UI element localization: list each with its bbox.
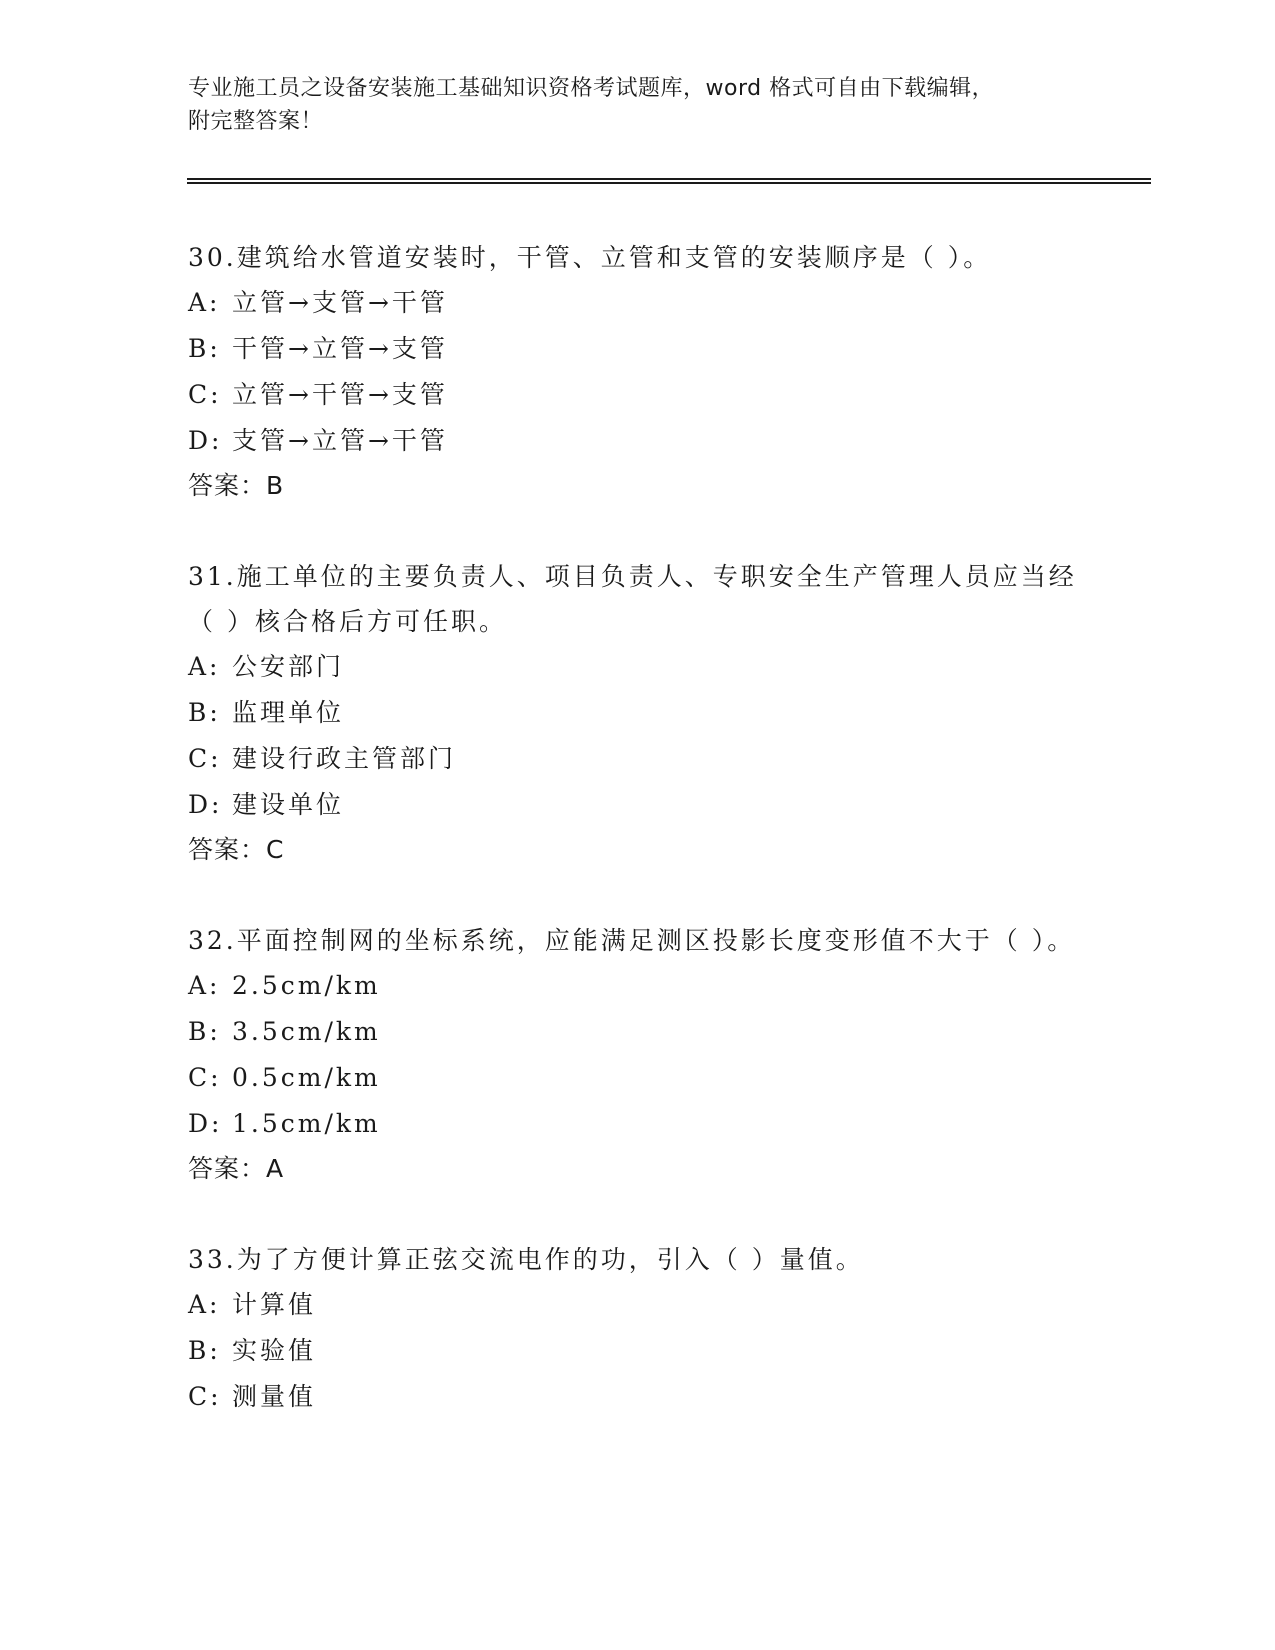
option-text: 监理单位: [232, 698, 345, 727]
option-text: 1.5cm/km: [232, 1109, 381, 1138]
question-number: 33.: [188, 1245, 237, 1274]
option-text: 建设单位: [232, 790, 345, 819]
option-text: 公安部门: [232, 652, 345, 681]
option-text: 立管→支管→干管: [232, 288, 448, 317]
answer-line: [188, 1147, 1088, 1191]
option-letter: D:: [188, 790, 223, 819]
option-text: 0.5cm/km: [232, 1063, 381, 1092]
answer-label: 答案：: [188, 1154, 267, 1183]
answer-value: B: [266, 471, 285, 500]
option-c: [188, 372, 1088, 418]
option-text: 实验值: [232, 1336, 317, 1365]
option-c: [188, 1055, 1088, 1101]
answer-line: [188, 828, 1088, 872]
answer-label: 答案：: [188, 471, 267, 500]
document-header: [188, 72, 1068, 138]
question-number: 32.: [188, 926, 237, 955]
option-text: 干管→立管→支管: [232, 334, 448, 363]
option-text: 测量值: [232, 1382, 317, 1411]
question-list: [188, 235, 1088, 1466]
option-a: [188, 1282, 1088, 1328]
header-line-1: 专业施工员之设备安装施工基础知识资格考试题库，word 格式可自由下载编辑，: [188, 76, 995, 101]
option-a: [188, 963, 1088, 1009]
answer-value: A: [266, 1154, 285, 1183]
option-letter: B:: [188, 1336, 221, 1365]
option-b: [188, 1009, 1088, 1055]
header-divider-bottom: [187, 182, 1151, 184]
option-a: [188, 644, 1088, 690]
question-text: [188, 554, 1088, 644]
question-text: [188, 235, 1088, 280]
option-b: [188, 690, 1088, 736]
option-text: 2.5cm/km: [232, 971, 381, 1000]
option-text: 计算值: [232, 1290, 317, 1319]
option-text: 支管→立管→干管: [232, 426, 448, 455]
option-a: [188, 280, 1088, 326]
option-letter: C:: [188, 380, 222, 409]
option-d: [188, 782, 1088, 828]
question-32: [188, 918, 1088, 1191]
option-text: 建设行政主管部门: [232, 744, 457, 773]
header-divider-top: [187, 178, 1151, 180]
option-letter: A:: [188, 971, 221, 1000]
answer-line: [188, 464, 1088, 508]
option-letter: C:: [188, 1382, 222, 1411]
option-letter: D:: [188, 426, 223, 455]
option-letter: C:: [188, 1063, 222, 1092]
option-letter: B:: [188, 698, 221, 727]
question-31: [188, 554, 1088, 872]
question-stem: 施工单位的主要负责人、项目负责人、专职安全生产管理人员应当经（ ）核合格后方可任职。: [188, 562, 1077, 636]
question-stem: 建筑给水管道安装时，干管、立管和支管的安装顺序是（ ）。: [236, 243, 992, 272]
option-letter: A:: [188, 288, 221, 317]
option-letter: B:: [188, 1017, 221, 1046]
option-letter: A:: [188, 652, 221, 681]
question-number: 30.: [188, 243, 237, 272]
option-letter: B:: [188, 334, 221, 363]
option-c: [188, 1374, 1088, 1420]
option-letter: D:: [188, 1109, 223, 1138]
option-text: 立管→干管→支管: [232, 380, 448, 409]
question-33: [188, 1237, 1088, 1420]
question-stem: 为了方便计算正弦交流电作的功，引入（ ）量值。: [236, 1245, 864, 1274]
option-letter: A:: [188, 1290, 221, 1319]
option-letter: C:: [188, 744, 222, 773]
question-stem: 平面控制网的坐标系统，应能满足测区投影长度变形值不大于（ ）。: [236, 926, 1076, 955]
question-number: 31.: [188, 562, 237, 591]
option-d: [188, 1101, 1088, 1147]
answer-label: 答案：: [188, 835, 267, 864]
answer-value: C: [266, 835, 285, 864]
option-c: [188, 736, 1088, 782]
option-text: 3.5cm/km: [232, 1017, 381, 1046]
question-text: [188, 1237, 1088, 1282]
option-d: [188, 418, 1088, 464]
option-b: [188, 326, 1088, 372]
question-text: [188, 918, 1088, 963]
question-30: [188, 235, 1088, 508]
option-b: [188, 1328, 1088, 1374]
header-line-2: 附完整答案！: [188, 109, 324, 134]
